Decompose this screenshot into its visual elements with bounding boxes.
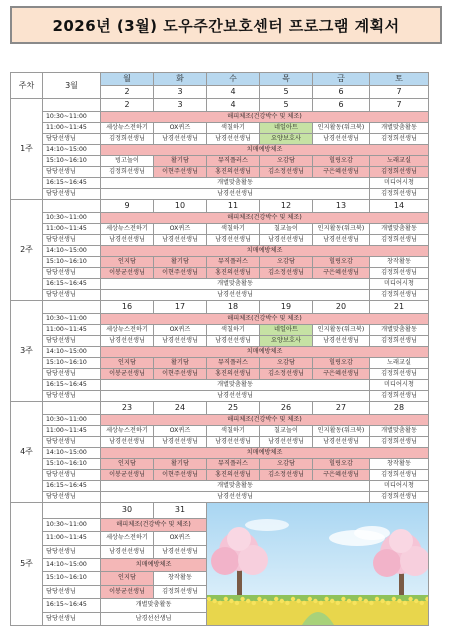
time-slot: 10:30~11:00 <box>43 314 101 325</box>
teacher-cell: 김정희선생님 <box>370 189 429 200</box>
date-header: 2 <box>101 86 154 99</box>
day-header: 목 <box>260 73 313 86</box>
activity-cell: 개별맞춤활동 <box>101 481 370 492</box>
teacher-cell: 홍진의선생님 <box>207 167 260 178</box>
teacher-cell: 구은혜선생님 <box>313 167 370 178</box>
week-date: 2 <box>101 99 154 112</box>
teacher-cell: 이현주선생님 <box>154 268 207 279</box>
teacher-cell: 김정희선생님 <box>370 235 429 246</box>
time-slot: 15:10~16:10 <box>43 156 101 167</box>
activity-cell: 색칠하기 <box>207 123 260 134</box>
activity-cell: 인지담 <box>101 459 154 470</box>
time-slot: 16:15~16:45 <box>43 279 101 290</box>
time-slot: 담당선생님 <box>43 134 101 145</box>
teacher-cell: 남경선선생님 <box>101 235 154 246</box>
time-slot: 14:10~15:00 <box>43 559 101 572</box>
activity-cell: 치매예방체조 <box>101 246 429 257</box>
activity-cell: 색칠하기 <box>207 325 260 336</box>
time-slot: 15:10~16:10 <box>43 572 101 585</box>
activity-cell: 해피체조(건강박수 및 체조) <box>101 213 429 224</box>
activity-cell: 세상뉴스전하기 <box>101 325 154 336</box>
time-slot: 담당선생님 <box>43 585 101 598</box>
activity-cell: 개별맞춤활동 <box>370 224 429 235</box>
teacher-cell: 남경선선생님 <box>154 545 207 558</box>
date-header: 7 <box>370 86 429 99</box>
month-header: 3월 <box>43 73 101 99</box>
teacher-cell: 남경선선생님 <box>313 437 370 448</box>
activity-cell: 뮤직플러스 <box>207 257 260 268</box>
time-slot: 담당선생님 <box>43 290 101 301</box>
teacher-cell: 남경선선생님 <box>101 545 154 558</box>
teacher-cell: 남경선선생님 <box>101 290 370 301</box>
teacher-cell: 김소정선생님 <box>260 268 313 279</box>
activity-cell: 인지활동(워크북) <box>313 224 370 235</box>
time-slot: 담당선생님 <box>43 189 101 200</box>
activity-cell: 네일아트 <box>260 325 313 336</box>
activity-cell: OX퀴즈 <box>154 224 207 235</box>
teacher-cell: 김정희선생님 <box>370 167 429 178</box>
activity-cell: 뮤직플러스 <box>207 459 260 470</box>
teacher-cell: 김소정선생님 <box>260 470 313 481</box>
teacher-cell: 남경선선생님 <box>154 235 207 246</box>
activity-cell: 힐링오감 <box>313 257 370 268</box>
time-slot: 16:15~16:45 <box>43 599 101 612</box>
week-label: 1주 <box>11 99 43 200</box>
date-header: 6 <box>313 86 370 99</box>
activity-cell: 미디어시청 <box>370 178 429 189</box>
time-slot: 16:15~16:45 <box>43 178 101 189</box>
time-slot: 담당선생님 <box>43 470 101 481</box>
teacher-cell: 홍진의선생님 <box>207 268 260 279</box>
teacher-cell: 남경선선생님 <box>101 336 154 347</box>
week-date: 18 <box>207 301 260 314</box>
teacher-cell: 요양보호사 <box>260 134 313 145</box>
teacher-cell: 남경선선생님 <box>260 235 313 246</box>
teacher-cell: 김정희선생님 <box>370 336 429 347</box>
activity-cell: 노래교실 <box>370 358 429 369</box>
activity-cell: OX퀴즈 <box>154 325 207 336</box>
week-label: 4주 <box>11 402 43 503</box>
activity-cell: 창작활동 <box>370 459 429 470</box>
time-slot: 담당선생님 <box>43 235 101 246</box>
teacher-cell: 김정희선생님 <box>370 268 429 279</box>
teacher-cell: 김정희선생님 <box>370 290 429 301</box>
activity-cell: 미디어시청 <box>370 279 429 290</box>
date-row-spacer <box>43 503 101 519</box>
activity-cell: 개별맞춤활동 <box>370 123 429 134</box>
date-header: 3 <box>154 86 207 99</box>
activity-cell: 색칠하기 <box>207 224 260 235</box>
page-title: 2026년 (3월) 도우주간보호센터 프로그램 계획서 <box>10 6 442 44</box>
time-slot: 16:15~16:45 <box>43 380 101 391</box>
activity-cell: 치매예방체조 <box>101 347 429 358</box>
activity-cell: OX퀴즈 <box>154 426 207 437</box>
day-header: 월 <box>101 73 154 86</box>
week-date: 9 <box>101 200 154 213</box>
teacher-cell: 김정희선생님 <box>154 585 207 598</box>
activity-cell: 개별맞춤활동 <box>101 178 370 189</box>
teacher-cell: 구은혜선생님 <box>313 369 370 380</box>
time-slot: 담당선생님 <box>43 545 101 558</box>
activity-cell: 미디어시청 <box>370 380 429 391</box>
activity-cell: 해피체조(건강박수 및 체조) <box>101 518 207 531</box>
activity-cell: 인지활동(워크북) <box>313 426 370 437</box>
teacher-cell: 남경선선생님 <box>207 437 260 448</box>
week-date: 6 <box>313 99 370 112</box>
activity-cell: 뮤직플러스 <box>207 358 260 369</box>
activity-cell: 치매예방체조 <box>101 448 429 459</box>
time-slot: 10:30~11:00 <box>43 213 101 224</box>
schedule-table <box>10 72 429 626</box>
week-date: 5 <box>260 99 313 112</box>
activity-cell: 미디어시청 <box>370 481 429 492</box>
week-date: 27 <box>313 402 370 415</box>
week-date: 20 <box>313 301 370 314</box>
teacher-cell: 김정희선생님 <box>370 437 429 448</box>
day-header: 화 <box>154 73 207 86</box>
teacher-cell: 남경선선생님 <box>154 336 207 347</box>
teacher-cell: 김정희선생님 <box>101 134 154 145</box>
activity-cell: 치매예방체조 <box>101 559 207 572</box>
activity-cell: 칠교놀이 <box>260 426 313 437</box>
activity-cell: 빙고놀이 <box>101 156 154 167</box>
time-slot: 15:10~16:10 <box>43 257 101 268</box>
activity-cell: OX퀴즈 <box>154 123 207 134</box>
teacher-cell: 김소정선생님 <box>260 167 313 178</box>
day-header: 금 <box>313 73 370 86</box>
teacher-cell: 남경선선생님 <box>101 492 370 503</box>
time-slot: 담당선생님 <box>43 167 101 178</box>
time-slot: 15:10~16:10 <box>43 358 101 369</box>
time-slot: 담당선생님 <box>43 391 101 402</box>
teacher-cell: 김정희선생님 <box>370 134 429 145</box>
time-slot: 14:10~15:00 <box>43 448 101 459</box>
teacher-cell: 남경선선생님 <box>207 336 260 347</box>
week-date: 3 <box>154 99 207 112</box>
teacher-cell: 홍진의선생님 <box>207 470 260 481</box>
week-date: 4 <box>207 99 260 112</box>
week-label: 2주 <box>11 200 43 301</box>
activity-cell: 개별맞춤활동 <box>370 426 429 437</box>
spring-landscape-image <box>207 503 429 625</box>
activity-cell: OX퀴즈 <box>154 532 207 545</box>
week-date: 16 <box>101 301 154 314</box>
teacher-cell: 이현주선생님 <box>154 167 207 178</box>
week-date: 24 <box>154 402 207 415</box>
activity-cell: 오감담 <box>260 156 313 167</box>
time-slot: 16:15~16:45 <box>43 481 101 492</box>
teacher-cell: 김정희선생님 <box>370 391 429 402</box>
teacher-cell: 남경선선생님 <box>154 437 207 448</box>
activity-cell: 해피체조(건강박수 및 체조) <box>101 415 429 426</box>
week-column-header: 주차 <box>11 73 43 99</box>
teacher-cell: 이봉균선생님 <box>101 470 154 481</box>
teacher-cell: 김정희선생님 <box>101 167 154 178</box>
date-header: 4 <box>207 86 260 99</box>
time-slot: 11:00~11:45 <box>43 532 101 545</box>
teacher-cell: 이봉균선생님 <box>101 268 154 279</box>
week-label: 3주 <box>11 301 43 402</box>
activity-cell: 인지활동(워크북) <box>313 325 370 336</box>
week-date: 11 <box>207 200 260 213</box>
week-date: 26 <box>260 402 313 415</box>
activity-cell: 활기담 <box>154 156 207 167</box>
week-date: 30 <box>101 503 154 519</box>
time-slot: 담당선생님 <box>43 369 101 380</box>
activity-cell: 네일아트 <box>260 123 313 134</box>
teacher-cell: 이현주선생님 <box>154 470 207 481</box>
teacher-cell: 구은혜선생님 <box>313 268 370 279</box>
time-slot: 담당선생님 <box>43 437 101 448</box>
date-row-spacer <box>43 99 101 112</box>
date-row-spacer <box>43 402 101 415</box>
activity-cell: 세상뉴스전하기 <box>101 426 154 437</box>
activity-cell: 창작활동 <box>370 257 429 268</box>
activity-cell: 힐링오감 <box>313 358 370 369</box>
activity-cell: 인지활동(워크북) <box>313 123 370 134</box>
time-slot: 10:30~11:00 <box>43 415 101 426</box>
teacher-cell: 남경선선생님 <box>260 437 313 448</box>
activity-cell: 색칠하기 <box>207 426 260 437</box>
week-date: 10 <box>154 200 207 213</box>
week-date: 12 <box>260 200 313 213</box>
teacher-cell: 남경선선생님 <box>313 134 370 145</box>
teacher-cell: 김정희선생님 <box>370 470 429 481</box>
activity-cell: 뮤직플러스 <box>207 156 260 167</box>
teacher-cell: 남경선선생님 <box>101 437 154 448</box>
week-date: 14 <box>370 200 429 213</box>
activity-cell: 개별맞춤활동 <box>101 599 207 612</box>
time-slot: 11:00~11:45 <box>43 426 101 437</box>
time-slot: 10:30~11:00 <box>43 518 101 531</box>
time-slot: 담당선생님 <box>43 336 101 347</box>
time-slot: 담당선생님 <box>43 612 101 625</box>
week-date: 28 <box>370 402 429 415</box>
activity-cell: 개별맞춤활동 <box>101 279 370 290</box>
activity-cell: 개별맞춤활동 <box>101 380 370 391</box>
teacher-cell: 이봉균선생님 <box>101 369 154 380</box>
teacher-cell: 남경선선생님 <box>313 336 370 347</box>
cherry-blossom-picture <box>207 503 429 626</box>
activity-cell: 인지담 <box>101 257 154 268</box>
teacher-cell: 이봉균선생님 <box>101 585 154 598</box>
date-row-spacer <box>43 200 101 213</box>
teacher-cell: 김정희선생님 <box>370 492 429 503</box>
teacher-cell: 남경선선생님 <box>101 612 207 625</box>
time-slot: 15:10~16:10 <box>43 459 101 470</box>
activity-cell: 창작활동 <box>154 572 207 585</box>
week-date: 31 <box>154 503 207 519</box>
week-date: 17 <box>154 301 207 314</box>
activity-cell: 세상뉴스전하기 <box>101 532 154 545</box>
week-date: 25 <box>207 402 260 415</box>
teacher-cell: 남경선선생님 <box>101 189 370 200</box>
teacher-cell: 이현주선생님 <box>154 369 207 380</box>
activity-cell: 활기담 <box>154 358 207 369</box>
week-date: 19 <box>260 301 313 314</box>
activity-cell: 인지담 <box>101 358 154 369</box>
date-row-spacer <box>43 301 101 314</box>
teacher-cell: 김정희선생님 <box>370 369 429 380</box>
time-slot: 담당선생님 <box>43 492 101 503</box>
day-header: 수 <box>207 73 260 86</box>
teacher-cell: 남경선선생님 <box>207 134 260 145</box>
day-header: 토 <box>370 73 429 86</box>
teacher-cell: 홍진의선생님 <box>207 369 260 380</box>
week-date: 7 <box>370 99 429 112</box>
activity-cell: 세상뉴스전하기 <box>101 224 154 235</box>
date-header: 5 <box>260 86 313 99</box>
week-date: 23 <box>101 402 154 415</box>
activity-cell: 치매예방체조 <box>101 145 429 156</box>
time-slot: 10:30~11:00 <box>43 112 101 123</box>
teacher-cell: 김소정선생님 <box>260 369 313 380</box>
activity-cell: 힐링오감 <box>313 459 370 470</box>
activity-cell: 오감담 <box>260 358 313 369</box>
teacher-cell: 요양보호사 <box>260 336 313 347</box>
activity-cell: 세상뉴스전하기 <box>101 123 154 134</box>
time-slot: 14:10~15:00 <box>43 145 101 156</box>
activity-cell: 인지담 <box>101 572 154 585</box>
teacher-cell: 구은혜선생님 <box>313 470 370 481</box>
activity-cell: 오감담 <box>260 459 313 470</box>
teacher-cell: 남경선선생님 <box>207 235 260 246</box>
time-slot: 14:10~15:00 <box>43 246 101 257</box>
activity-cell: 개별맞춤활동 <box>370 325 429 336</box>
activity-cell: 칠교놀이 <box>260 224 313 235</box>
time-slot: 11:00~11:45 <box>43 123 101 134</box>
teacher-cell: 남경선선생님 <box>154 134 207 145</box>
time-slot: 11:00~11:45 <box>43 224 101 235</box>
teacher-cell: 남경선선생님 <box>313 235 370 246</box>
time-slot: 담당선생님 <box>43 268 101 279</box>
week-label: 5주 <box>11 503 43 626</box>
week-date: 21 <box>370 301 429 314</box>
activity-cell: 노래교실 <box>370 156 429 167</box>
activity-cell: 해피체조(건강박수 및 체조) <box>101 112 429 123</box>
activity-cell: 활기담 <box>154 459 207 470</box>
week-date: 13 <box>313 200 370 213</box>
time-slot: 14:10~15:00 <box>43 347 101 358</box>
activity-cell: 활기담 <box>154 257 207 268</box>
time-slot: 11:00~11:45 <box>43 325 101 336</box>
teacher-cell: 남경선선생님 <box>101 391 370 402</box>
activity-cell: 힐링오감 <box>313 156 370 167</box>
activity-cell: 오감담 <box>260 257 313 268</box>
activity-cell: 해피체조(건강박수 및 체조) <box>101 314 429 325</box>
